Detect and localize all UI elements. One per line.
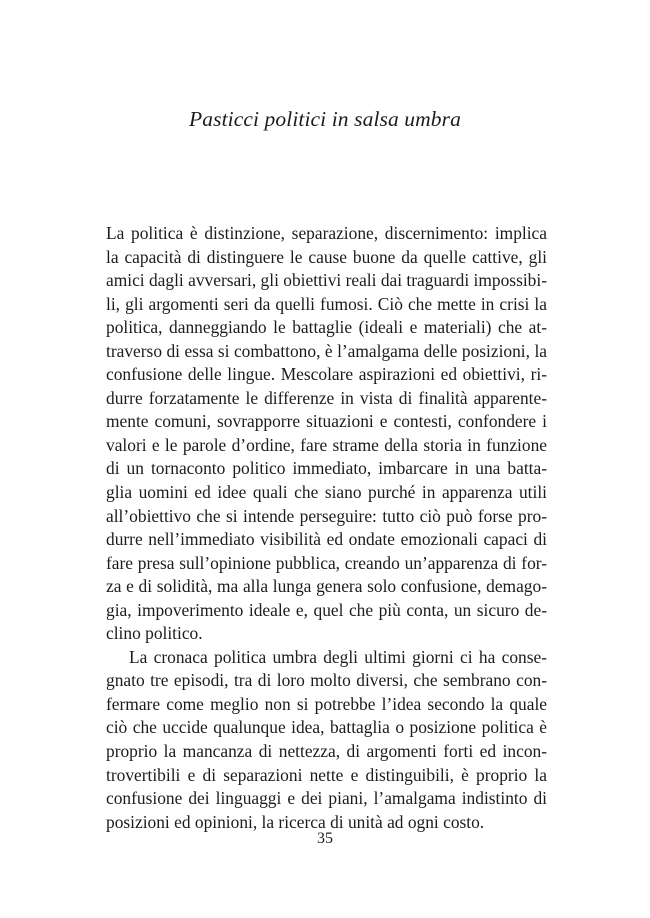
text-line: trovertibili e di separazioni nette e distinguibili, è proprio la <box>106 764 547 785</box>
text-line: posizioni ed opinioni, la ricerca di unità ad ogni costo. <box>106 811 485 832</box>
text-line: confusione delle lingue. Mescolare aspirazioni ed obiettivi, ri- <box>106 364 547 385</box>
text-line: la capacità di distinguere le cause buone da quelle cattive, gli <box>106 246 547 267</box>
text-line: clino politico. <box>106 623 203 644</box>
text-line: durre nell’immediato visibilità ed ondate emozionali capaci di <box>106 529 547 550</box>
text-line: all’obiettivo che si intende perseguire: tutto ciò può forse pro- <box>106 505 547 526</box>
text-line: traverso di essa si combattono, è l’amalgama delle posizioni, la <box>106 340 547 361</box>
text-line: za e di solidità, ma alla lunga genera solo confusione, demago- <box>106 576 547 597</box>
text-line: glia uomini ed idee quali che siano purché in apparenza utili <box>106 482 547 503</box>
text-line: ciò che uccide qualunque idea, battaglia o posizione politica è <box>106 717 547 738</box>
text-line: fermare come meglio non si potrebbe l’idea secondo la quale <box>106 693 547 714</box>
text-line: durre forzatamente le differenze in vista di finalità apparente- <box>106 387 547 408</box>
page-number: 35 <box>317 830 333 847</box>
text-line: La cronaca politica umbra degli ultimi giorni ci ha conse- <box>129 646 547 667</box>
text-line: mente comuni, sovrapporre situazioni e contesti, confondere i <box>106 411 547 432</box>
text-line: fare presa sull’opinione pubblica, creando un’apparenza di for- <box>106 552 547 573</box>
text-line: proprio la mancanza di nettezza, di argomenti forti ed incon- <box>106 741 547 762</box>
text-line: confusione dei linguaggi e dei piani, l’amalgama indistinto di <box>106 788 547 809</box>
text-line: politica, danneggiando le battaglie (ideali e materiali) che at- <box>106 317 547 338</box>
text-line: La politica è distinzione, separazione, discernimento: implica <box>106 223 547 243</box>
text-line: li, gli argomenti seri da quelli fumosi. Ciò che mette in crisi la <box>106 293 547 314</box>
text-line: di un tornaconto politico immediato, imbarcare in una batta- <box>106 458 547 479</box>
body-text <box>106 222 547 834</box>
text-line: gia, impoverimento ideale e, quel che più conta, un sicuro de- <box>106 599 547 620</box>
text-line: amici dagli avversari, gli obiettivi reali dai traguardi impossibi- <box>106 270 547 291</box>
chapter-title: Pasticci politici in salsa umbra <box>189 107 461 131</box>
text-line: gnato tre episodi, tra di loro molto diversi, che sembrano con- <box>106 670 547 691</box>
text-line: valori e le parole d’ordine, fare strame della storia in funzione <box>106 434 547 455</box>
